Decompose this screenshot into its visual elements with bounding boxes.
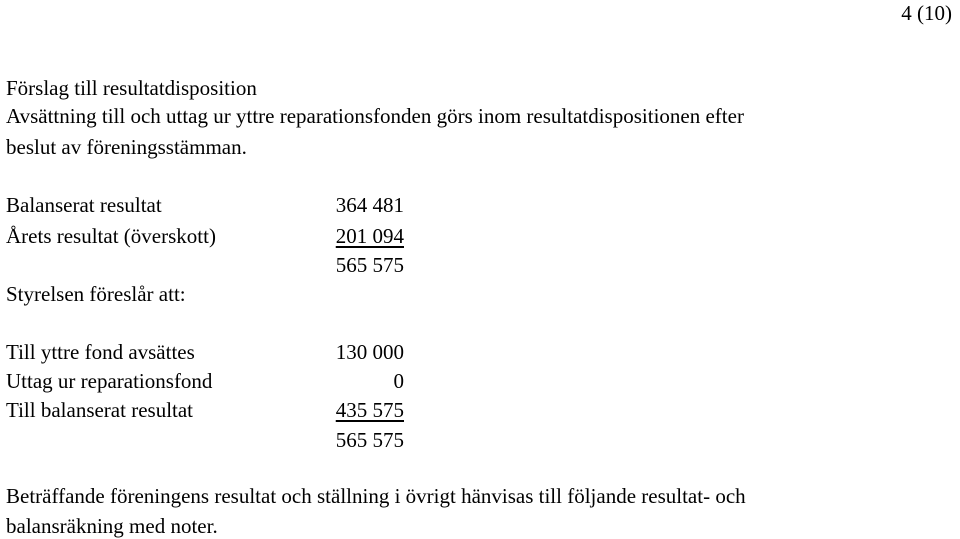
row-label-arets-resultat: Årets resultat (överskott): [6, 224, 216, 248]
row-label-balanserat: Balanserat resultat: [6, 193, 162, 217]
row-label-styrelsen: Styrelsen föreslår att:: [6, 282, 186, 306]
row-value-sum-2: 565 575: [335, 428, 404, 452]
row-value-sum-1: 565 575: [335, 253, 404, 277]
intro-line-1: Avsättning till och uttag ur yttre reparationsfonden görs inom resultatdispositionen efter: [6, 104, 744, 128]
footer-line-2: balansräkning med noter.: [6, 514, 218, 538]
row-label-balanserat-till: Till balanserat resultat: [6, 398, 194, 422]
row-value-arets-resultat: 201 094: [335, 224, 404, 248]
row-value-yttre-fond: 130 000: [335, 340, 404, 364]
row-label-yttre-fond: Till yttre fond avsättes: [6, 340, 195, 364]
intro-line-2: beslut av föreningsstämman.: [6, 135, 247, 159]
page-number: 4 (10): [901, 1, 952, 25]
section-heading: Förslag till resultatdisposition: [6, 76, 257, 100]
footer-line-1: Beträffande föreningens resultat och ställning i övrigt hänvisas till följande resultat- och: [6, 484, 746, 508]
row-value-uttag: 0: [393, 369, 404, 393]
row-value-balanserat: 364 481: [335, 193, 404, 217]
row-value-balanserat-till: 435 575: [335, 398, 404, 422]
row-label-uttag: Uttag ur reparationsfond: [6, 369, 213, 393]
